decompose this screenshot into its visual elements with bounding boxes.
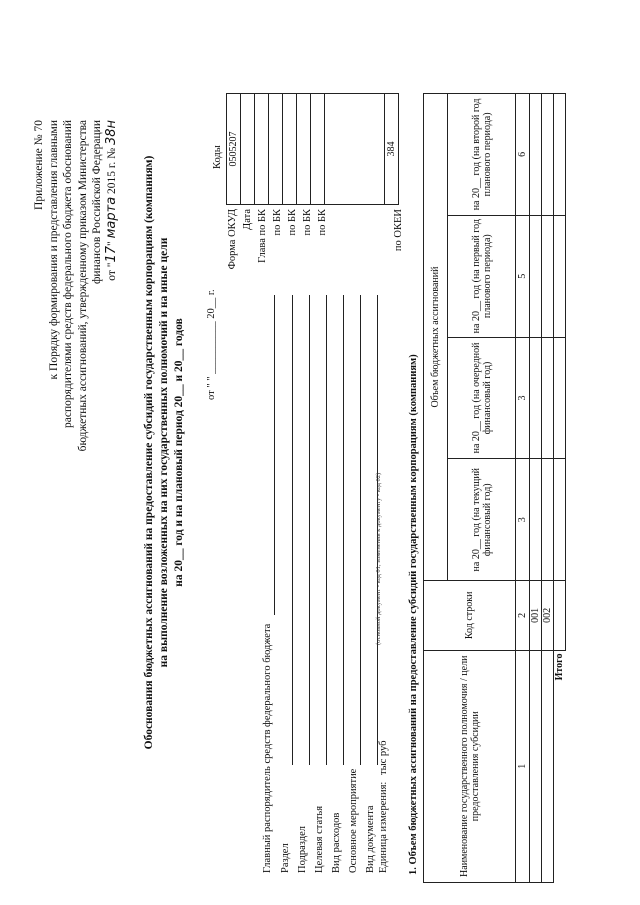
cell xyxy=(554,94,566,216)
doc-title-2: на выполнение возложенных на них государственных полномочий и на иные цели xyxy=(158,237,170,668)
field-line xyxy=(274,295,275,615)
cell xyxy=(554,215,566,337)
appendix-line: финансов Российской Федерации xyxy=(91,120,103,285)
code-value: 384 xyxy=(385,94,399,205)
header-code: Код строки xyxy=(424,581,516,650)
row-code: 002 xyxy=(542,581,554,650)
cell xyxy=(530,94,542,216)
code-label: по БК xyxy=(317,209,328,236)
codes-values xyxy=(226,93,399,205)
field-label: Целевая статья xyxy=(314,805,325,873)
field-line xyxy=(360,295,361,765)
unit-value: тыс руб xyxy=(378,740,389,775)
order-year: 2015 г. № xyxy=(105,147,118,194)
field-label: Основное мероприятие xyxy=(348,768,359,873)
code-value: 0505207 xyxy=(227,94,241,205)
col-num: 2 xyxy=(516,581,530,650)
order-line: от "17" марта 2015 г. № 38н xyxy=(103,120,119,281)
col-num: 6 xyxy=(516,94,530,216)
field-label: Подраздел xyxy=(297,826,308,873)
field-line xyxy=(326,295,327,765)
unit-label: Единица измерения: xyxy=(378,781,389,873)
code-label: по БК xyxy=(302,209,313,236)
field-label: Вид документа xyxy=(365,805,376,873)
doc-title-3: на 20__ год и на плановый период 20__ и 20__ годов xyxy=(173,318,185,587)
header-volume: Объем бюджетных ассигнований xyxy=(424,94,448,581)
order-number: 38н xyxy=(103,120,119,146)
appendix-block xyxy=(32,120,119,451)
col-num: 3 xyxy=(516,459,530,581)
field-label: Вид расходов xyxy=(331,812,342,873)
doc-type-hint: (основной документ - код 01; изменения к документу - код 02) xyxy=(375,472,382,645)
cell xyxy=(554,459,566,581)
codes-header: Коды xyxy=(212,145,223,169)
code-value xyxy=(255,94,269,205)
code-value xyxy=(297,94,311,205)
header-next-year: на 20__ год (на очередной финансовый год) xyxy=(448,337,516,459)
appendix-line: Приложение № 70 xyxy=(33,120,45,210)
code-value xyxy=(269,94,283,205)
cell xyxy=(554,337,566,459)
cell xyxy=(542,459,554,581)
code-value xyxy=(241,94,255,205)
appendix-line: к Порядку формирования и представления главными xyxy=(47,120,60,380)
code-value xyxy=(311,94,325,205)
date-line: от " " __________ 20__ г. xyxy=(206,289,217,400)
code-label: Дата xyxy=(242,209,253,230)
cell xyxy=(530,215,542,337)
code-label: по ОКЕИ xyxy=(393,209,404,252)
field-line xyxy=(343,295,344,765)
field-line xyxy=(309,295,310,765)
field-line xyxy=(292,295,293,765)
code-label: Форма ОКУД xyxy=(227,209,238,270)
code-label: по БК xyxy=(272,209,283,236)
order-month: марта xyxy=(103,196,119,239)
field-label: Главный распорядитель средств федерального бюджета xyxy=(262,623,273,873)
header-current-year: на 20__ год (на текущий финансовый год) xyxy=(448,459,516,581)
cell xyxy=(530,459,542,581)
header-second-plan-year: на 20__ год (на второй год планового периода) xyxy=(448,94,516,216)
row-code: 001 xyxy=(530,581,542,650)
header-first-plan-year: на 20__ год (на первый год планового периода) xyxy=(448,215,516,337)
appendix-line: бюджетных ассигнований, утвержденному приказом Министерства xyxy=(76,120,89,452)
col-num: 1 xyxy=(516,650,530,882)
cell xyxy=(542,215,554,337)
cell xyxy=(542,94,554,216)
code-value xyxy=(283,94,297,205)
row-name xyxy=(542,650,554,882)
order-prefix: от " xyxy=(105,262,118,281)
row-name xyxy=(530,650,542,882)
cell xyxy=(542,337,554,459)
section-1-heading: 1. Объем бюджетных ассигнований на предоставление субсидий государственным корпорациям (компаниям) xyxy=(408,354,419,875)
code-label: Глава по БК xyxy=(257,209,268,263)
cell xyxy=(554,581,566,650)
order-day: 17 xyxy=(103,245,119,263)
col-num: 5 xyxy=(516,215,530,337)
col-num: 3 xyxy=(516,337,530,459)
main-table xyxy=(423,93,566,883)
code-value xyxy=(325,94,385,205)
cell xyxy=(530,337,542,459)
header-name: Наименование государственного полномочия / цели предоставления субсидии xyxy=(424,650,516,882)
code-label: по БК xyxy=(287,209,298,236)
field-label: Раздел xyxy=(280,843,291,873)
appendix-line: распорядителями средств федерального бюджета обоснований xyxy=(62,120,74,428)
doc-title-1: Обоснования бюджетных ассигнований на предоставление субсидий государственным корпорациям (компаниям) xyxy=(143,155,155,750)
total-label: Итого xyxy=(554,650,566,882)
